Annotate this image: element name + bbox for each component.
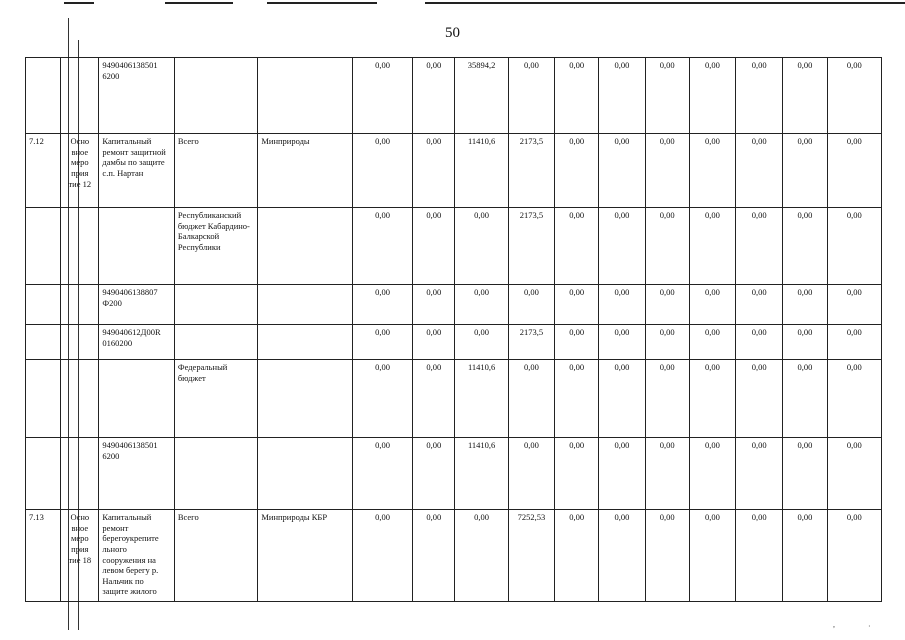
value-cell: 0,00 <box>783 134 827 208</box>
row-type-cell <box>61 438 99 510</box>
value-cell: 0,00 <box>599 438 645 510</box>
row-executor-cell: Минприроды КБР <box>258 510 353 602</box>
table-row <box>26 438 882 510</box>
value-cell: 0,00 <box>555 510 599 602</box>
row-executor-cell <box>258 360 353 438</box>
top-rule-1 <box>64 2 94 4</box>
row-id-cell <box>26 208 61 285</box>
value-cell: 0,00 <box>413 134 455 208</box>
row-name-cell: 9490406138501 6200 <box>99 58 174 134</box>
value-cell: 0,00 <box>689 208 735 285</box>
row-source-cell <box>174 285 257 325</box>
value-cell: 11410,6 <box>455 134 508 208</box>
value-cell: 0,00 <box>352 360 412 438</box>
row-source-cell: Федеральный бюджет <box>174 360 257 438</box>
row-name-cell: Капитальный ремонт берегоукрепите льного сооружения на левом берегу р. Нальчик по защите жилого <box>99 510 174 602</box>
value-cell: 0,00 <box>689 325 735 360</box>
row-id-cell: 7.12 <box>26 134 61 208</box>
value-cell: 0,00 <box>645 134 689 208</box>
value-cell: 0,00 <box>413 58 455 134</box>
value-cell: 0,00 <box>736 285 783 325</box>
value-cell: 0,00 <box>783 325 827 360</box>
value-cell: 0,00 <box>455 510 508 602</box>
value-cell: 0,00 <box>413 285 455 325</box>
value-cell: 0,00 <box>827 360 881 438</box>
value-cell: 0,00 <box>508 360 554 438</box>
table-row <box>26 510 882 602</box>
value-cell: 0,00 <box>599 360 645 438</box>
value-cell: 0,00 <box>783 510 827 602</box>
value-cell: 0,00 <box>455 285 508 325</box>
value-cell: 0,00 <box>455 208 508 285</box>
row-type-cell <box>61 360 99 438</box>
value-cell: 0,00 <box>689 360 735 438</box>
value-cell: 0,00 <box>827 438 881 510</box>
row-type-cell <box>61 58 99 134</box>
row-name-cell <box>99 208 174 285</box>
value-cell: 0,00 <box>736 510 783 602</box>
value-cell: 0,00 <box>689 510 735 602</box>
row-executor-cell <box>258 438 353 510</box>
row-source-cell <box>174 438 257 510</box>
value-cell: 2173,5 <box>508 325 554 360</box>
row-source-cell <box>174 325 257 360</box>
row-name-cell <box>99 360 174 438</box>
value-cell: 0,00 <box>645 510 689 602</box>
row-name-cell: 949040612Д00R 0160200 <box>99 325 174 360</box>
value-cell: 0,00 <box>689 58 735 134</box>
row-executor-cell <box>258 208 353 285</box>
value-cell: 0,00 <box>599 134 645 208</box>
program-funding-table <box>25 57 882 602</box>
row-source-cell <box>174 58 257 134</box>
value-cell: 0,00 <box>555 438 599 510</box>
value-cell: 0,00 <box>413 325 455 360</box>
value-cell: 0,00 <box>352 208 412 285</box>
value-cell: 0,00 <box>736 360 783 438</box>
value-cell: 0,00 <box>736 134 783 208</box>
value-cell: 0,00 <box>645 438 689 510</box>
value-cell: 0,00 <box>555 134 599 208</box>
value-cell: 0,00 <box>645 208 689 285</box>
value-cell: 0,00 <box>555 58 599 134</box>
value-cell: 0,00 <box>645 360 689 438</box>
value-cell: 0,00 <box>645 285 689 325</box>
value-cell: 0,00 <box>645 58 689 134</box>
value-cell: 0,00 <box>413 438 455 510</box>
value-cell: 0,00 <box>599 208 645 285</box>
row-id-cell <box>26 285 61 325</box>
value-cell: 0,00 <box>508 285 554 325</box>
value-cell: 0,00 <box>599 325 645 360</box>
top-rule-4 <box>425 2 905 4</box>
value-cell: 0,00 <box>352 134 412 208</box>
row-id-cell: 7.13 <box>26 510 61 602</box>
value-cell: 0,00 <box>599 58 645 134</box>
value-cell: 7252,53 <box>508 510 554 602</box>
value-cell: 0,00 <box>736 58 783 134</box>
value-cell: 0,00 <box>827 208 881 285</box>
top-rule-2 <box>165 2 233 4</box>
value-cell: 0,00 <box>455 325 508 360</box>
value-cell: 2173,5 <box>508 134 554 208</box>
value-cell: 0,00 <box>783 438 827 510</box>
value-cell: 0,00 <box>689 285 735 325</box>
value-cell: 0,00 <box>599 285 645 325</box>
value-cell: 0,00 <box>827 58 881 134</box>
value-cell: 0,00 <box>827 325 881 360</box>
value-cell: 0,00 <box>827 134 881 208</box>
row-id-cell <box>26 325 61 360</box>
row-source-cell: Республиканский бюджет Кабардино-Балкарской Республики <box>174 208 257 285</box>
value-cell: 2173,5 <box>508 208 554 285</box>
row-name-cell: 9490406138501 6200 <box>99 438 174 510</box>
value-cell: 0,00 <box>352 285 412 325</box>
row-id-cell <box>26 438 61 510</box>
row-id-cell <box>26 360 61 438</box>
row-executor-cell: Минприроды <box>258 134 353 208</box>
value-cell: 0,00 <box>827 510 881 602</box>
value-cell: 11410,6 <box>455 438 508 510</box>
value-cell: 0,00 <box>352 438 412 510</box>
value-cell: 0,00 <box>352 58 412 134</box>
value-cell: 0,00 <box>352 325 412 360</box>
value-cell: 0,00 <box>783 58 827 134</box>
value-cell: 0,00 <box>555 360 599 438</box>
scan-speck-1: , <box>833 620 835 629</box>
row-source-cell: Всего <box>174 510 257 602</box>
table-row <box>26 360 882 438</box>
value-cell: 0,00 <box>599 510 645 602</box>
value-cell: 0,00 <box>413 510 455 602</box>
row-type-cell: Осно вное меро прия тие 18 <box>61 510 99 602</box>
value-cell: 0,00 <box>689 134 735 208</box>
table-row <box>26 285 882 325</box>
value-cell: 0,00 <box>352 510 412 602</box>
value-cell: 0,00 <box>555 325 599 360</box>
row-name-cell: Капитальный ремонт защитной дамбы по защите с.п. Нартан <box>99 134 174 208</box>
value-cell: 0,00 <box>783 360 827 438</box>
row-executor-cell <box>258 325 353 360</box>
value-cell: 0,00 <box>413 208 455 285</box>
value-cell: 0,00 <box>413 360 455 438</box>
scan-speck-2: · <box>868 622 871 631</box>
row-executor-cell <box>258 58 353 134</box>
top-rule-3 <box>267 2 377 4</box>
row-type-cell: Осно вное меро прия тие 12 <box>61 134 99 208</box>
value-cell: 0,00 <box>555 208 599 285</box>
value-cell: 0,00 <box>736 325 783 360</box>
row-type-cell <box>61 285 99 325</box>
table-row <box>26 58 882 134</box>
row-type-cell <box>61 325 99 360</box>
row-executor-cell <box>258 285 353 325</box>
value-cell: 0,00 <box>736 208 783 285</box>
value-cell: 0,00 <box>783 208 827 285</box>
value-cell: 0,00 <box>689 438 735 510</box>
table-row <box>26 325 882 360</box>
value-cell: 11410,6 <box>455 360 508 438</box>
value-cell: 0,00 <box>736 438 783 510</box>
table-row <box>26 134 882 208</box>
value-cell: 0,00 <box>508 58 554 134</box>
value-cell: 0,00 <box>555 285 599 325</box>
value-cell: 0,00 <box>645 325 689 360</box>
row-type-cell <box>61 208 99 285</box>
row-name-cell: 9490406138807 Ф200 <box>99 285 174 325</box>
row-source-cell: Всего <box>174 134 257 208</box>
value-cell: 0,00 <box>508 438 554 510</box>
table-row <box>26 208 882 285</box>
value-cell: 0,00 <box>783 285 827 325</box>
row-id-cell <box>26 58 61 134</box>
value-cell: 0,00 <box>827 285 881 325</box>
value-cell: 35894,2 <box>455 58 508 134</box>
page-number: 50 <box>445 25 460 41</box>
